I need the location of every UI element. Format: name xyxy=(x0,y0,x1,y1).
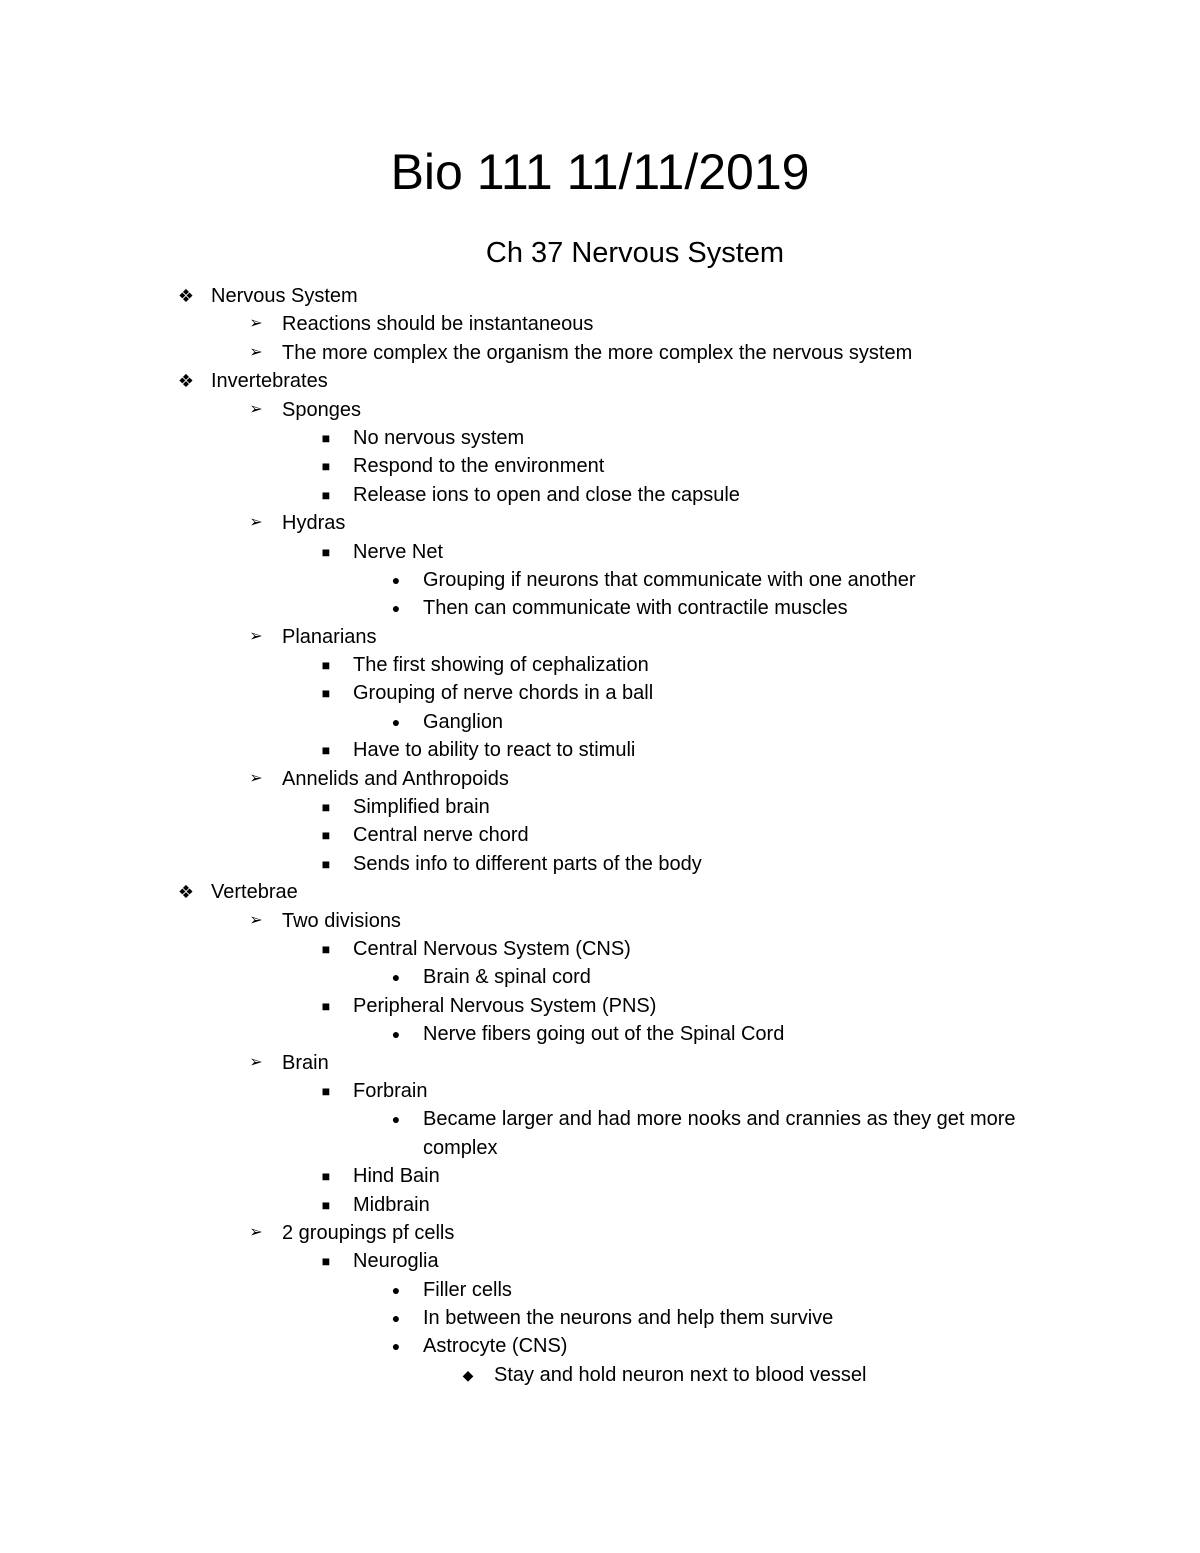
outline-item-text: Hind Bain xyxy=(353,1165,440,1188)
bullet-level-4-icon: ● xyxy=(391,1281,401,1298)
outline-item-text: No nervous system xyxy=(353,426,525,449)
outline-item-text: Midbrain xyxy=(353,1193,430,1216)
outline-item-text: Two divisions xyxy=(282,909,401,932)
outline-item-text: Astrocyte (CNS) xyxy=(423,1335,568,1358)
bullet-level-3-icon: ■ xyxy=(321,1196,331,1213)
bullet-level-3-icon: ■ xyxy=(321,940,331,957)
bullet-level-1-icon: ❖ xyxy=(177,371,195,392)
outline-item-level-2 xyxy=(0,907,1200,935)
bullet-level-3-icon: ■ xyxy=(321,1168,331,1185)
outline-item-text: Nervous System xyxy=(211,285,358,307)
bullet-level-2-icon: ➢ xyxy=(249,400,263,418)
outline-item-text: Central Nervous System (CNS) xyxy=(353,937,631,960)
bullet-level-3-icon: ■ xyxy=(321,1253,331,1270)
bullet-level-4-icon: ● xyxy=(391,600,401,617)
bullet-level-3-icon: ■ xyxy=(321,1082,331,1099)
outline-item-text: 2 groupings pf cells xyxy=(282,1221,455,1244)
outline-item-level-2 xyxy=(0,1219,1200,1247)
outline-item-text: Sends info to different parts of the body xyxy=(353,852,702,875)
outline-item-level-4 xyxy=(0,1276,1200,1304)
outline-item-text: The first showing of cephalization xyxy=(353,654,649,677)
outline-item-level-3 xyxy=(0,793,1200,821)
notes-outline xyxy=(0,282,1200,1389)
outline-item-text: Hydras xyxy=(282,512,346,535)
outline-item-level-3 xyxy=(0,850,1200,878)
bullet-level-3-icon: ■ xyxy=(321,742,331,759)
outline-item-text: Peripheral Nervous System (PNS) xyxy=(353,994,657,1017)
bullet-level-4-icon: ● xyxy=(391,713,401,730)
outline-item-level-4 xyxy=(0,594,1200,622)
outline-item-level-2 xyxy=(0,623,1200,651)
outline-item-level-4 xyxy=(0,1304,1200,1332)
bullet-level-3-icon: ■ xyxy=(321,827,331,844)
outline-item-text: Vertebrae xyxy=(211,881,298,904)
outline-item-text: Respond to the environment xyxy=(353,455,605,478)
outline-item-text: Neuroglia xyxy=(353,1250,439,1273)
outline-item-level-3 xyxy=(0,424,1200,452)
bullet-level-2-icon: ➢ xyxy=(249,514,263,532)
bullet-level-3-icon: ■ xyxy=(321,429,331,446)
outline-item-text: Grouping if neurons that communicate with one another xyxy=(423,568,916,591)
outline-item-text: Filler cells xyxy=(423,1278,512,1301)
outline-item-level-2 xyxy=(0,1049,1200,1077)
outline-item-text: Nerve fibers going out of the Spinal Cord xyxy=(423,1023,785,1046)
outline-item-level-3 xyxy=(0,736,1200,764)
outline-item-level-3 xyxy=(0,1191,1200,1219)
bullet-level-2-icon: ➢ xyxy=(249,911,263,929)
outline-item-level-1 xyxy=(0,367,1200,395)
outline-item-text: Release ions to open and close the capsule xyxy=(353,483,740,506)
bullet-level-4-icon: ● xyxy=(391,1026,401,1043)
outline-item-level-2 xyxy=(0,310,1200,338)
outline-item-text: Planarians xyxy=(282,625,377,648)
outline-item-level-3 xyxy=(0,481,1200,509)
outline-item-text: Stay and hold neuron next to blood vessel xyxy=(494,1363,867,1386)
outline-item-text: Have to ability to react to stimuli xyxy=(353,739,636,762)
outline-item-text: Brain & spinal cord xyxy=(423,966,591,989)
bullet-level-1-icon: ❖ xyxy=(177,286,195,306)
outline-item-level-3 xyxy=(0,1077,1200,1105)
bullet-level-4-icon: ● xyxy=(391,969,401,986)
bullet-level-3-icon: ■ xyxy=(321,543,331,560)
outline-item-text: Invertebrates xyxy=(211,370,328,393)
bullet-level-5-icon: ◆ xyxy=(462,1366,474,1383)
outline-item-text: Then can communicate with contractile muscles xyxy=(423,597,848,620)
outline-item-text: Became larger and had more nooks and crannies as they get more complex xyxy=(423,1108,1016,1159)
bullet-level-4-icon: ● xyxy=(391,1310,401,1327)
outline-item-level-3 xyxy=(0,651,1200,679)
outline-item-text: Brain xyxy=(282,1051,329,1074)
bullet-level-4-icon: ● xyxy=(391,571,401,588)
outline-item-level-3 xyxy=(0,452,1200,480)
bullet-level-3-icon: ■ xyxy=(321,997,331,1014)
bullet-level-2-icon: ➢ xyxy=(249,769,263,787)
outline-item-level-3 xyxy=(0,1162,1200,1190)
outline-item-text: Nerve Net xyxy=(353,540,444,563)
outline-item-text: Ganglion xyxy=(423,710,504,733)
bullet-level-1-icon: ❖ xyxy=(177,882,195,903)
page-title: Bio 111 11/11/2019 xyxy=(390,144,810,200)
outline-item-level-5 xyxy=(0,1361,1200,1389)
bullet-level-2-icon: ➢ xyxy=(249,315,263,333)
outline-item-level-2 xyxy=(0,339,1200,367)
chapter-subtitle: Ch 37 Nervous System xyxy=(485,237,785,269)
outline-item-level-3 xyxy=(0,1247,1200,1275)
outline-item-level-1 xyxy=(0,282,1200,310)
bullet-level-4-icon: ● xyxy=(391,1338,401,1355)
outline-item-level-4 xyxy=(0,963,1200,991)
outline-item-level-4 xyxy=(0,1020,1200,1048)
bullet-level-3-icon: ■ xyxy=(321,799,331,816)
outline-item-text: Sponges xyxy=(282,398,361,421)
bullet-level-3-icon: ■ xyxy=(321,855,331,872)
outline-item-level-3 xyxy=(0,935,1200,963)
outline-item-level-2 xyxy=(0,396,1200,424)
outline-item-level-4 xyxy=(0,1332,1200,1360)
bullet-level-3-icon: ■ xyxy=(321,657,331,674)
outline-item-level-3 xyxy=(0,992,1200,1020)
outline-item-level-3 xyxy=(0,679,1200,707)
bullet-level-2-icon: ➢ xyxy=(249,343,263,361)
bullet-level-3-icon: ■ xyxy=(321,458,331,475)
outline-item-level-1 xyxy=(0,878,1200,906)
bullet-level-2-icon: ➢ xyxy=(249,1053,263,1071)
outline-item-level-2 xyxy=(0,509,1200,537)
outline-item-level-3 xyxy=(0,538,1200,566)
outline-item-level-4 xyxy=(0,708,1200,736)
outline-item-text: Grouping of nerve chords in a ball xyxy=(353,682,654,705)
outline-item-level-2 xyxy=(0,765,1200,793)
outline-item-level-4 xyxy=(0,566,1200,594)
outline-item-level-3 xyxy=(0,821,1200,849)
outline-item-text: The more complex the organism the more complex the nervous system xyxy=(282,341,913,364)
bullet-level-2-icon: ➢ xyxy=(249,1223,263,1241)
bullet-level-3-icon: ■ xyxy=(321,486,331,503)
bullet-level-2-icon: ➢ xyxy=(249,627,263,645)
outline-item-text: In between the neurons and help them survive xyxy=(423,1307,834,1330)
outline-item-text: Reactions should be instantaneous xyxy=(282,313,594,336)
outline-item-text: Simplified brain xyxy=(353,796,490,819)
outline-item-text: Forbrain xyxy=(353,1079,428,1102)
outline-item-text: Central nerve chord xyxy=(353,824,529,847)
outline-item-level-4 xyxy=(0,1105,1200,1162)
bullet-level-4-icon: ● xyxy=(391,1111,401,1128)
outline-item-text: Annelids and Anthropoids xyxy=(282,767,509,790)
bullet-level-3-icon: ■ xyxy=(321,685,331,702)
